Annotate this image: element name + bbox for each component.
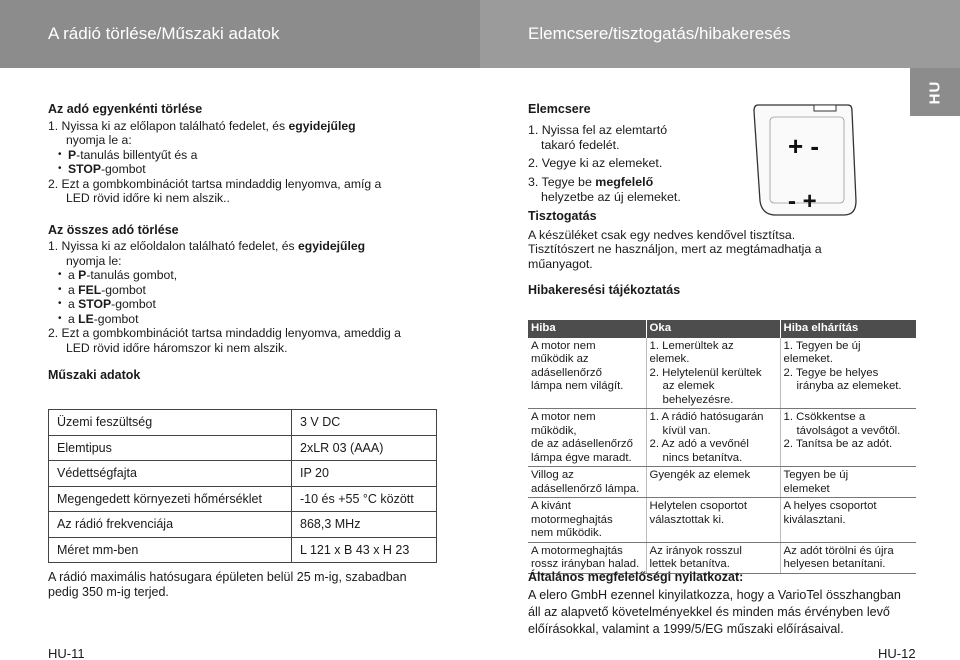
left-column [48, 102, 448, 385]
page-header-right [480, 0, 960, 68]
delete-single-step1: 1. Nyissa ki az előlapon található fedelet, és egyidejűleg [48, 118, 356, 133]
fault-cell: A motor nem működik, de az adásellenőrző lámpa égve maradt. [528, 409, 646, 467]
cause-cell: Gyengék az elemek [646, 467, 780, 498]
delete-all-step1: 1. Nyissa ki az előoldalon található fedelet, és egyidejűleg [48, 239, 366, 253]
table-row [49, 410, 437, 436]
table-row [49, 537, 437, 563]
table-row [49, 435, 437, 461]
delete-all-bullet-3: • a STOP-gombot [48, 297, 448, 312]
battery-step-1: 1. Nyissa fel az elemtartó takaró fedelét. [528, 122, 668, 152]
spec-label: Méret mm-ben [49, 537, 292, 563]
fault-cell: A motor nem működik az adásellenőrző lámpa nem világít. [528, 338, 646, 409]
column-header-fault: Hiba [528, 320, 646, 338]
page-title-left: A rádió törlése/Műszaki adatok [48, 24, 280, 43]
table-row [528, 409, 916, 467]
cause-cell: Az irányok rosszul lettek betanítva. [646, 542, 780, 573]
fault-cell: Villog az adásellenőrző lámpa. [528, 467, 646, 498]
page-header-left [0, 0, 480, 68]
declaration-text: A elero GmbH ezennel kinyilatkozza, hogy a VarioTel összhangban áll az alapvető követelményekkel és minden más érvényben levő előírásokkal, valamint a 1999/5/EG műszaki előírásaival. [528, 588, 901, 636]
battery-compartment-icon [752, 97, 862, 222]
battery-step-2: 2. Vegye ki az elemeket. [528, 156, 663, 171]
fix-cell: 1. Tegyen be új elemeket. 2. Tegye be helyes irányba az elemeket. [780, 338, 916, 409]
column-header-cause: Oka [646, 320, 780, 338]
cleaning-line-1: A készüléket csak egy nedves kendővel tisztítsa. [528, 227, 796, 242]
cause-cell: Helytelen csoportot választottak ki. [646, 498, 780, 543]
fix-cell: Az adót törölni és újra helyesen betanítani. [780, 542, 916, 573]
table-row [49, 461, 437, 487]
column-header-fix: Hiba elhárítás [780, 320, 916, 338]
delete-all-bullet-4: • a LE-gombot [48, 312, 448, 327]
spec-label: Elemtipus [49, 435, 292, 461]
fix-cell: A helyes csoportot kiválasztani. [780, 498, 916, 543]
spec-label: Az rádió frekvenciája [49, 512, 292, 538]
spec-value: IP 20 [292, 461, 437, 487]
spec-value: L 121 x B 43 x H 23 [292, 537, 437, 563]
delete-single-step2: 2. Ezt a gombkombinációt tartsa mindaddig lenyomva, amíg a [48, 176, 382, 191]
cleaning-line-2: Tisztítószert ne használjon, mert az megtámadhatja a [528, 242, 822, 257]
table-row [528, 338, 916, 409]
cause-cell: 1. A rádió hatósugarán kívül van. 2. Az adó a vevőnél nincs betanítva. [646, 409, 780, 467]
delete-single-bullet-1: • P-tanulás billentyűt és a [48, 148, 448, 163]
table-row [528, 467, 916, 498]
fault-cell: A motormeghajtás rossz irányban halad. [528, 542, 646, 573]
delete-all-step1-cont: nyomja le: [66, 253, 122, 268]
delete-all-bullet-2: • a FEL-gombot [48, 283, 448, 298]
spec-label: Védettségfajta [49, 461, 292, 487]
delete-all-step2-cont: LED rövid időre háromszor ki nem alszik. [66, 340, 288, 355]
page-title-right: Elemcsere/tisztogatás/hibakeresés [528, 24, 791, 43]
delete-all-bullet-1: • a P-tanulás gombot, [48, 268, 448, 283]
declaration-heading: Általános megfelelőségi nyilatkozat: [528, 570, 744, 584]
delete-single-step1-cont: nyomja le a: [66, 133, 132, 147]
battery-heading: Elemcsere [528, 102, 591, 116]
language-tab-label: HU [926, 80, 944, 104]
table-row [528, 498, 916, 543]
table-row [49, 486, 437, 512]
spec-value: 2xLR 03 (AAA) [292, 435, 437, 461]
delete-all-heading: Az összes adó törlése [48, 222, 179, 237]
spec-value: 3 V DC [292, 410, 437, 436]
spec-value: 868,3 MHz [292, 512, 437, 538]
fix-cell: 1. Csökkentse a távolságot a vevőtől. 2. Tanítsa be az adót. [780, 409, 916, 467]
spec-label: Megengedett környezeti hőmérséklet [49, 486, 292, 512]
battery-polarity-top: + - [788, 131, 820, 161]
battery-step-3: 3. Tegye be megfelelő helyzetbe az új elemeket. [528, 175, 681, 204]
cleaning-heading: Tisztogatás [528, 208, 597, 223]
delete-single-step2-cont: LED rövid időre ki nem alszik.. [66, 191, 230, 205]
fault-cell: A kivánt motormeghajtás nem működik. [528, 498, 646, 543]
cleaning-line-3: műanyagot. [528, 257, 593, 272]
troubleshooting-heading: Hibakeresési tájékoztatás [528, 282, 681, 297]
delete-single-heading: Az adó egyenkénti törlése [48, 102, 203, 116]
battery-polarity-bottom: - + [788, 188, 817, 215]
delete-single-bullet-2: • STOP-gombot [48, 162, 448, 177]
table-row [528, 542, 916, 573]
table-row [49, 512, 437, 538]
troubleshooting-table [528, 320, 916, 574]
fix-cell: Tegyen be új elemeket [780, 467, 916, 498]
delete-all-step2: 2. Ezt a gombkombinációt tartsa mindaddig lenyomva, ameddig a [48, 326, 401, 340]
specs-heading: Műszaki adatok [48, 368, 141, 382]
range-note: A rádió maximális hatósugara épületen belül 25 m-ig, szabadban pedig 350 m-ig terjed. [48, 570, 407, 599]
specs-table [48, 409, 437, 563]
page-number-right: HU-12 [878, 646, 916, 660]
spec-label: Üzemi feszültség [49, 410, 292, 436]
page-number-left: HU-11 [48, 646, 85, 660]
table-header-row [528, 320, 916, 338]
cause-cell: 1. Lemerültek az elemek. 2. Helytelenül kerültek az elemek behelyezésre. [646, 338, 780, 409]
spec-value: -10 és +55 °C között [292, 486, 437, 512]
